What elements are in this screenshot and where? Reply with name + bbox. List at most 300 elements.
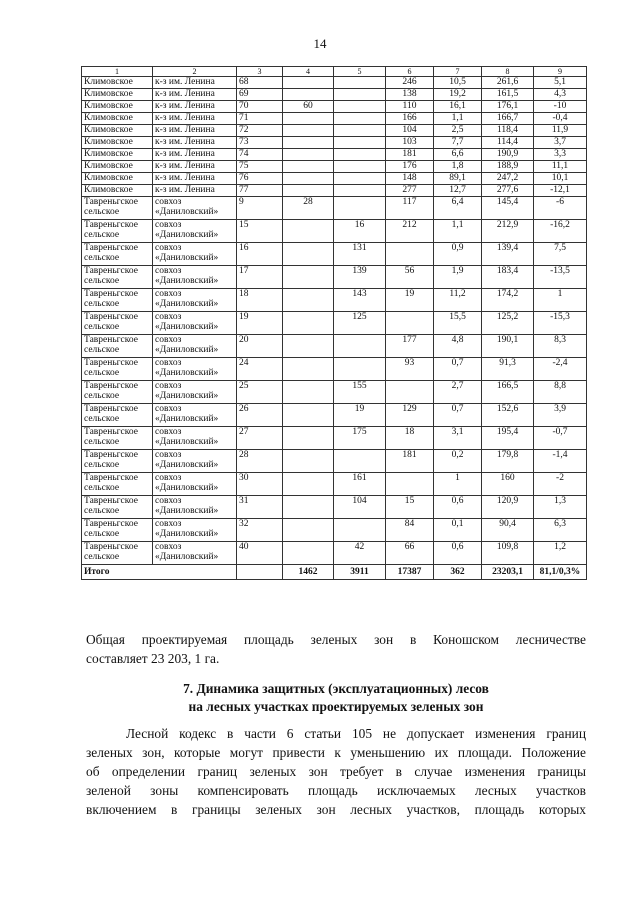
value-cell-c9: -16,2: [534, 220, 587, 243]
value-cell-c3: 76: [237, 173, 283, 185]
value-cell-c6: [386, 381, 434, 404]
table-row: [82, 542, 587, 565]
value-cell-c7: 4,8: [434, 335, 482, 358]
table-row: [82, 243, 587, 266]
cell-text: сельское: [84, 276, 120, 286]
value-cell-c9: -2,4: [534, 358, 587, 381]
farm-cell: [153, 101, 237, 113]
value-cell-c4: [283, 113, 334, 125]
value-cell-c5: [334, 125, 386, 137]
cell-text: совхоз: [155, 243, 182, 253]
value-cell-c3: 20: [237, 335, 283, 358]
value-cell-c8: 174,2: [482, 289, 534, 312]
cell-text: к-з им. Ленина: [155, 161, 215, 171]
settlement-cell: [82, 161, 153, 173]
cell-text: совхоз: [155, 289, 182, 299]
value-cell-c9: 3,3: [534, 149, 587, 161]
cell-text: совхоз: [155, 519, 182, 529]
value-cell-c9: -12,1: [534, 185, 587, 197]
table-row: [82, 149, 587, 161]
cell-text: «Даниловский»: [155, 368, 219, 378]
cell-text: «Даниловский»: [155, 230, 219, 240]
cell-text: совхоз: [155, 381, 182, 391]
value-cell-c5: [334, 197, 386, 220]
value-cell-c6: 177: [386, 335, 434, 358]
value-cell-c3: 15: [237, 220, 283, 243]
settlement-cell: [82, 381, 153, 404]
value-cell-c8: 152,6: [482, 404, 534, 427]
value-cell-c4: [283, 473, 334, 496]
cell-text: совхоз: [155, 358, 182, 368]
value-cell-c7: 1,9: [434, 266, 482, 289]
value-cell-c7: 0,6: [434, 496, 482, 519]
value-cell-c4: [283, 137, 334, 149]
value-cell-c4: [283, 427, 334, 450]
table-row: [82, 113, 587, 125]
value-cell-c8: 179,8: [482, 450, 534, 473]
settlement-cell: [82, 473, 153, 496]
value-cell-c8: 190,1: [482, 335, 534, 358]
cell-text: Тавреньгское: [84, 542, 138, 552]
heading-line: на лесных участках проектируемых зеленых зон: [188, 699, 484, 714]
cell-text: «Даниловский»: [155, 322, 219, 332]
value-cell-c4: [283, 161, 334, 173]
value-cell-c8: 166,7: [482, 113, 534, 125]
cell-text: «Даниловский»: [155, 414, 219, 424]
value-cell-c5: 131: [334, 243, 386, 266]
cell-text: сельское: [84, 322, 120, 332]
table-row: [82, 312, 587, 335]
value-cell-c8: 183,4: [482, 266, 534, 289]
value-cell-c5: 42: [334, 542, 386, 565]
cell-text: Тавреньгское: [84, 496, 138, 506]
value-cell-c4: [283, 243, 334, 266]
value-cell-c4: [283, 266, 334, 289]
value-cell-c4: [283, 312, 334, 335]
value-cell-c6: 110: [386, 101, 434, 113]
cell-text: «Даниловский»: [155, 253, 219, 263]
table-row: [82, 404, 587, 427]
value-cell-c7: 19,2: [434, 89, 482, 101]
farm-cell: [153, 289, 237, 312]
value-cell-c7: 0,9: [434, 243, 482, 266]
settlement-cell: [82, 427, 153, 450]
value-cell-c8: 114,4: [482, 137, 534, 149]
cell-text: сельское: [84, 345, 120, 355]
value-cell-c3: 69: [237, 89, 283, 101]
farm-cell: [153, 266, 237, 289]
value-cell-c3: 72: [237, 125, 283, 137]
column-header: 9: [534, 67, 587, 77]
value-cell-c7: 16,1: [434, 101, 482, 113]
cell-text: сельское: [84, 391, 120, 401]
value-cell-c9: -2: [534, 473, 587, 496]
value-cell-c5: 16: [334, 220, 386, 243]
cell-text: «Даниловский»: [155, 529, 219, 539]
cell-text: Тавреньгское: [84, 404, 138, 414]
body-paragraph: [86, 724, 586, 819]
table-row: [82, 450, 587, 473]
cell-text: Климовское: [84, 161, 133, 171]
value-cell-c5: [334, 101, 386, 113]
value-cell-c3: 40: [237, 542, 283, 565]
settlement-cell: [82, 542, 153, 565]
value-cell-c7: 10,5: [434, 77, 482, 89]
settlement-cell: [82, 496, 153, 519]
value-cell-c9: 6,3: [534, 519, 587, 542]
cell-text: «Даниловский»: [155, 299, 219, 309]
cell-text: сельское: [84, 368, 120, 378]
value-cell-c6: 246: [386, 77, 434, 89]
cell-text: «Даниловский»: [155, 437, 219, 447]
settlement-cell: [82, 266, 153, 289]
value-cell-c9: 1,2: [534, 542, 587, 565]
cell-text: сельское: [84, 299, 120, 309]
value-cell-c6: 66: [386, 542, 434, 565]
value-cell-c9: -1,4: [534, 450, 587, 473]
value-cell-c6: 15: [386, 496, 434, 519]
column-header-row: [82, 67, 587, 77]
value-cell-c5: 143: [334, 289, 386, 312]
farm-cell: [153, 125, 237, 137]
farm-cell: [153, 149, 237, 161]
total-cell-c4: 1462: [283, 565, 334, 580]
table-row: [82, 473, 587, 496]
value-cell-c4: [283, 496, 334, 519]
value-cell-c4: [283, 450, 334, 473]
value-cell-c4: [283, 404, 334, 427]
value-cell-c4: [283, 358, 334, 381]
value-cell-c6: 103: [386, 137, 434, 149]
value-cell-c5: 104: [334, 496, 386, 519]
text-line: зеленых зон, которые могут привести к уменьшению их площади. Положение: [86, 745, 586, 760]
cell-text: «Даниловский»: [155, 460, 219, 470]
value-cell-c9: -0,7: [534, 427, 587, 450]
value-cell-c6: 181: [386, 149, 434, 161]
cell-text: к-з им. Ленина: [155, 77, 215, 87]
cell-text: сельское: [84, 552, 120, 562]
value-cell-c6: [386, 473, 434, 496]
cell-text: Тавреньгское: [84, 289, 138, 299]
value-cell-c4: [283, 185, 334, 197]
value-cell-c8: 139,4: [482, 243, 534, 266]
value-cell-c6: 176: [386, 161, 434, 173]
cell-text: Климовское: [84, 89, 133, 99]
value-cell-c9: 1: [534, 289, 587, 312]
table-row: [82, 197, 587, 220]
value-cell-c9: 8,3: [534, 335, 587, 358]
value-cell-c4: [283, 89, 334, 101]
value-cell-c9: 8,8: [534, 381, 587, 404]
settlement-cell: [82, 125, 153, 137]
cell-text: Климовское: [84, 125, 133, 135]
farm-cell: [153, 173, 237, 185]
value-cell-c3: 17: [237, 266, 283, 289]
cell-text: сельское: [84, 414, 120, 424]
value-cell-c6: 104: [386, 125, 434, 137]
column-header: 4: [283, 67, 334, 77]
settlement-cell: [82, 185, 153, 197]
cell-text: Климовское: [84, 149, 133, 159]
table-row: [82, 77, 587, 89]
value-cell-c6: 19: [386, 289, 434, 312]
value-cell-c4: 60: [283, 101, 334, 113]
value-cell-c3: 28: [237, 450, 283, 473]
table-row: [82, 496, 587, 519]
table-row: [82, 266, 587, 289]
settlement-cell: [82, 101, 153, 113]
table-row: [82, 125, 587, 137]
cell-text: к-з им. Ленина: [155, 89, 215, 99]
farm-cell: [153, 197, 237, 220]
value-cell-c8: 212,9: [482, 220, 534, 243]
column-header: 7: [434, 67, 482, 77]
settlement-cell: [82, 450, 153, 473]
cell-text: к-з им. Ленина: [155, 101, 215, 111]
value-cell-c8: 109,8: [482, 542, 534, 565]
cell-text: Климовское: [84, 185, 133, 195]
cell-text: к-з им. Ленина: [155, 113, 215, 123]
cell-text: к-з им. Ленина: [155, 185, 215, 195]
value-cell-c5: [334, 149, 386, 161]
cell-text: к-з им. Ленина: [155, 173, 215, 183]
cell-text: совхоз: [155, 266, 182, 276]
settlement-cell: [82, 113, 153, 125]
value-cell-c5: [334, 519, 386, 542]
table-row: [82, 519, 587, 542]
cell-text: Тавреньгское: [84, 473, 138, 483]
cell-text: совхоз: [155, 473, 182, 483]
value-cell-c4: [283, 149, 334, 161]
value-cell-c3: 75: [237, 161, 283, 173]
value-cell-c7: 7,7: [434, 137, 482, 149]
value-cell-c8: 120,9: [482, 496, 534, 519]
farm-cell: [153, 220, 237, 243]
table-row: [82, 381, 587, 404]
farm-cell: [153, 519, 237, 542]
cell-text: Тавреньгское: [84, 381, 138, 391]
value-cell-c8: 190,9: [482, 149, 534, 161]
text-line: Лесной кодекс в части 6 статьи 105 не допускает изменения границ: [126, 726, 586, 741]
value-cell-c6: 212: [386, 220, 434, 243]
value-cell-c9: 11,1: [534, 161, 587, 173]
table-row: [82, 335, 587, 358]
text-line: об определении границ зеленых зон требует в случае изменения границы: [86, 764, 586, 779]
value-cell-c9: 5,1: [534, 77, 587, 89]
cell-text: Тавреньгское: [84, 358, 138, 368]
value-cell-c3: 19: [237, 312, 283, 335]
value-cell-c9: 3,7: [534, 137, 587, 149]
cell-text: совхоз: [155, 496, 182, 506]
value-cell-c3: 30: [237, 473, 283, 496]
cell-text: совхоз: [155, 427, 182, 437]
value-cell-c8: 166,5: [482, 381, 534, 404]
value-cell-c7: 3,1: [434, 427, 482, 450]
text-line: зеленой зоны компенсировать площадь исключаемых лесных участков: [86, 783, 586, 798]
value-cell-c8: 261,6: [482, 77, 534, 89]
heading-line: 7. Динамика защитных (эксплуатационных) лесов: [183, 681, 489, 696]
cell-text: «Даниловский»: [155, 483, 219, 493]
cell-text: сельское: [84, 460, 120, 470]
value-cell-c8: 195,4: [482, 427, 534, 450]
settlement-cell: [82, 243, 153, 266]
value-cell-c8: 188,9: [482, 161, 534, 173]
value-cell-c3: 68: [237, 77, 283, 89]
farm-cell: [153, 473, 237, 496]
text-line: Общая проектируемая площадь зеленых зон в Коношском лесничестве: [86, 632, 586, 647]
column-header: 3: [237, 67, 283, 77]
value-cell-c5: [334, 173, 386, 185]
value-cell-c7: 89,1: [434, 173, 482, 185]
value-cell-c9: -15,3: [534, 312, 587, 335]
settlement-cell: [82, 137, 153, 149]
cell-text: Климовское: [84, 137, 133, 147]
value-cell-c9: -0,4: [534, 113, 587, 125]
value-cell-c5: [334, 358, 386, 381]
value-cell-c5: 161: [334, 473, 386, 496]
farm-cell: [153, 381, 237, 404]
farm-cell: [153, 113, 237, 125]
table-row: [82, 427, 587, 450]
cell-text: сельское: [84, 230, 120, 240]
value-cell-c7: 11,2: [434, 289, 482, 312]
value-cell-c3: 74: [237, 149, 283, 161]
value-cell-c9: 11,9: [534, 125, 587, 137]
value-cell-c9: 4,3: [534, 89, 587, 101]
settlement-cell: [82, 312, 153, 335]
value-cell-c6: 129: [386, 404, 434, 427]
value-cell-c5: [334, 335, 386, 358]
cell-text: совхоз: [155, 404, 182, 414]
farm-cell: [153, 77, 237, 89]
column-header: 1: [82, 67, 153, 77]
farm-cell: [153, 358, 237, 381]
farm-cell: [153, 185, 237, 197]
value-cell-c6: 277: [386, 185, 434, 197]
value-cell-c8: 277,6: [482, 185, 534, 197]
column-header: 2: [153, 67, 237, 77]
value-cell-c6: 181: [386, 450, 434, 473]
value-cell-c4: [283, 125, 334, 137]
value-cell-c7: 15,5: [434, 312, 482, 335]
farm-cell: [153, 161, 237, 173]
farm-cell: [153, 496, 237, 519]
value-cell-c8: 125,2: [482, 312, 534, 335]
value-cell-c3: 27: [237, 427, 283, 450]
cell-text: «Даниловский»: [155, 345, 219, 355]
table-row: [82, 89, 587, 101]
value-cell-c4: [283, 335, 334, 358]
value-cell-c6: 56: [386, 266, 434, 289]
value-cell-c6: 84: [386, 519, 434, 542]
value-cell-c4: [283, 381, 334, 404]
total-row: [82, 565, 587, 580]
value-cell-c4: [283, 77, 334, 89]
settlement-cell: [82, 173, 153, 185]
cell-text: сельское: [84, 437, 120, 447]
value-cell-c9: 10,1: [534, 173, 587, 185]
settlement-cell: [82, 358, 153, 381]
value-cell-c5: [334, 137, 386, 149]
value-cell-c5: [334, 113, 386, 125]
value-cell-c7: 1: [434, 473, 482, 496]
cell-text: Тавреньгское: [84, 450, 138, 460]
value-cell-c5: [334, 77, 386, 89]
value-cell-c3: 24: [237, 358, 283, 381]
cell-text: «Даниловский»: [155, 207, 219, 217]
total-cell-c5: 3911: [334, 565, 386, 580]
column-header: 6: [386, 67, 434, 77]
cell-text: Тавреньгское: [84, 312, 138, 322]
settlement-cell: [82, 89, 153, 101]
value-cell-c8: 91,3: [482, 358, 534, 381]
value-cell-c5: 19: [334, 404, 386, 427]
value-cell-c6: [386, 312, 434, 335]
value-cell-c6: [386, 243, 434, 266]
settlement-cell: [82, 404, 153, 427]
cell-text: Тавреньгское: [84, 266, 138, 276]
page-number: 14: [313, 36, 327, 51]
cell-text: «Даниловский»: [155, 391, 219, 401]
cell-text: сельское: [84, 529, 120, 539]
table-row: [82, 173, 587, 185]
cell-text: сельское: [84, 483, 120, 493]
settlement-cell: [82, 519, 153, 542]
total-cell-c8: 23203,1: [482, 565, 534, 580]
value-cell-c3: 26: [237, 404, 283, 427]
forest-area-table: [81, 66, 587, 580]
value-cell-c9: 3,9: [534, 404, 587, 427]
value-cell-c8: 247,2: [482, 173, 534, 185]
value-cell-c5: [334, 450, 386, 473]
value-cell-c5: 125: [334, 312, 386, 335]
value-cell-c3: 71: [237, 113, 283, 125]
total-cell-c9: 81,1/0,3%: [534, 565, 587, 580]
value-cell-c6: 18: [386, 427, 434, 450]
total-cell-c3: [237, 565, 283, 580]
cell-text: сельское: [84, 506, 120, 516]
cell-text: совхоз: [155, 220, 182, 230]
settlement-cell: [82, 197, 153, 220]
value-cell-c6: 148: [386, 173, 434, 185]
value-cell-c4: [283, 542, 334, 565]
table-row: [82, 220, 587, 243]
value-cell-c9: -10: [534, 101, 587, 113]
value-cell-c7: 6,4: [434, 197, 482, 220]
cell-text: Климовское: [84, 113, 133, 123]
value-cell-c6: 93: [386, 358, 434, 381]
text-line: включением в границы зеленых зон лесных участков, площадь которых: [86, 802, 586, 817]
cell-text: сельское: [84, 253, 120, 263]
settlement-cell: [82, 220, 153, 243]
value-cell-c7: 12,7: [434, 185, 482, 197]
cell-text: совхоз: [155, 312, 182, 322]
table-row: [82, 289, 587, 312]
value-cell-c5: [334, 185, 386, 197]
value-cell-c5: 175: [334, 427, 386, 450]
value-cell-c9: 1,3: [534, 496, 587, 519]
value-cell-c7: 0,1: [434, 519, 482, 542]
cell-text: Тавреньгское: [84, 220, 138, 230]
value-cell-c3: 70: [237, 101, 283, 113]
value-cell-c8: 90,4: [482, 519, 534, 542]
value-cell-c8: 160: [482, 473, 534, 496]
cell-text: «Даниловский»: [155, 552, 219, 562]
value-cell-c4: [283, 173, 334, 185]
section-heading: [86, 680, 586, 716]
value-cell-c3: 18: [237, 289, 283, 312]
value-cell-c8: 176,1: [482, 101, 534, 113]
